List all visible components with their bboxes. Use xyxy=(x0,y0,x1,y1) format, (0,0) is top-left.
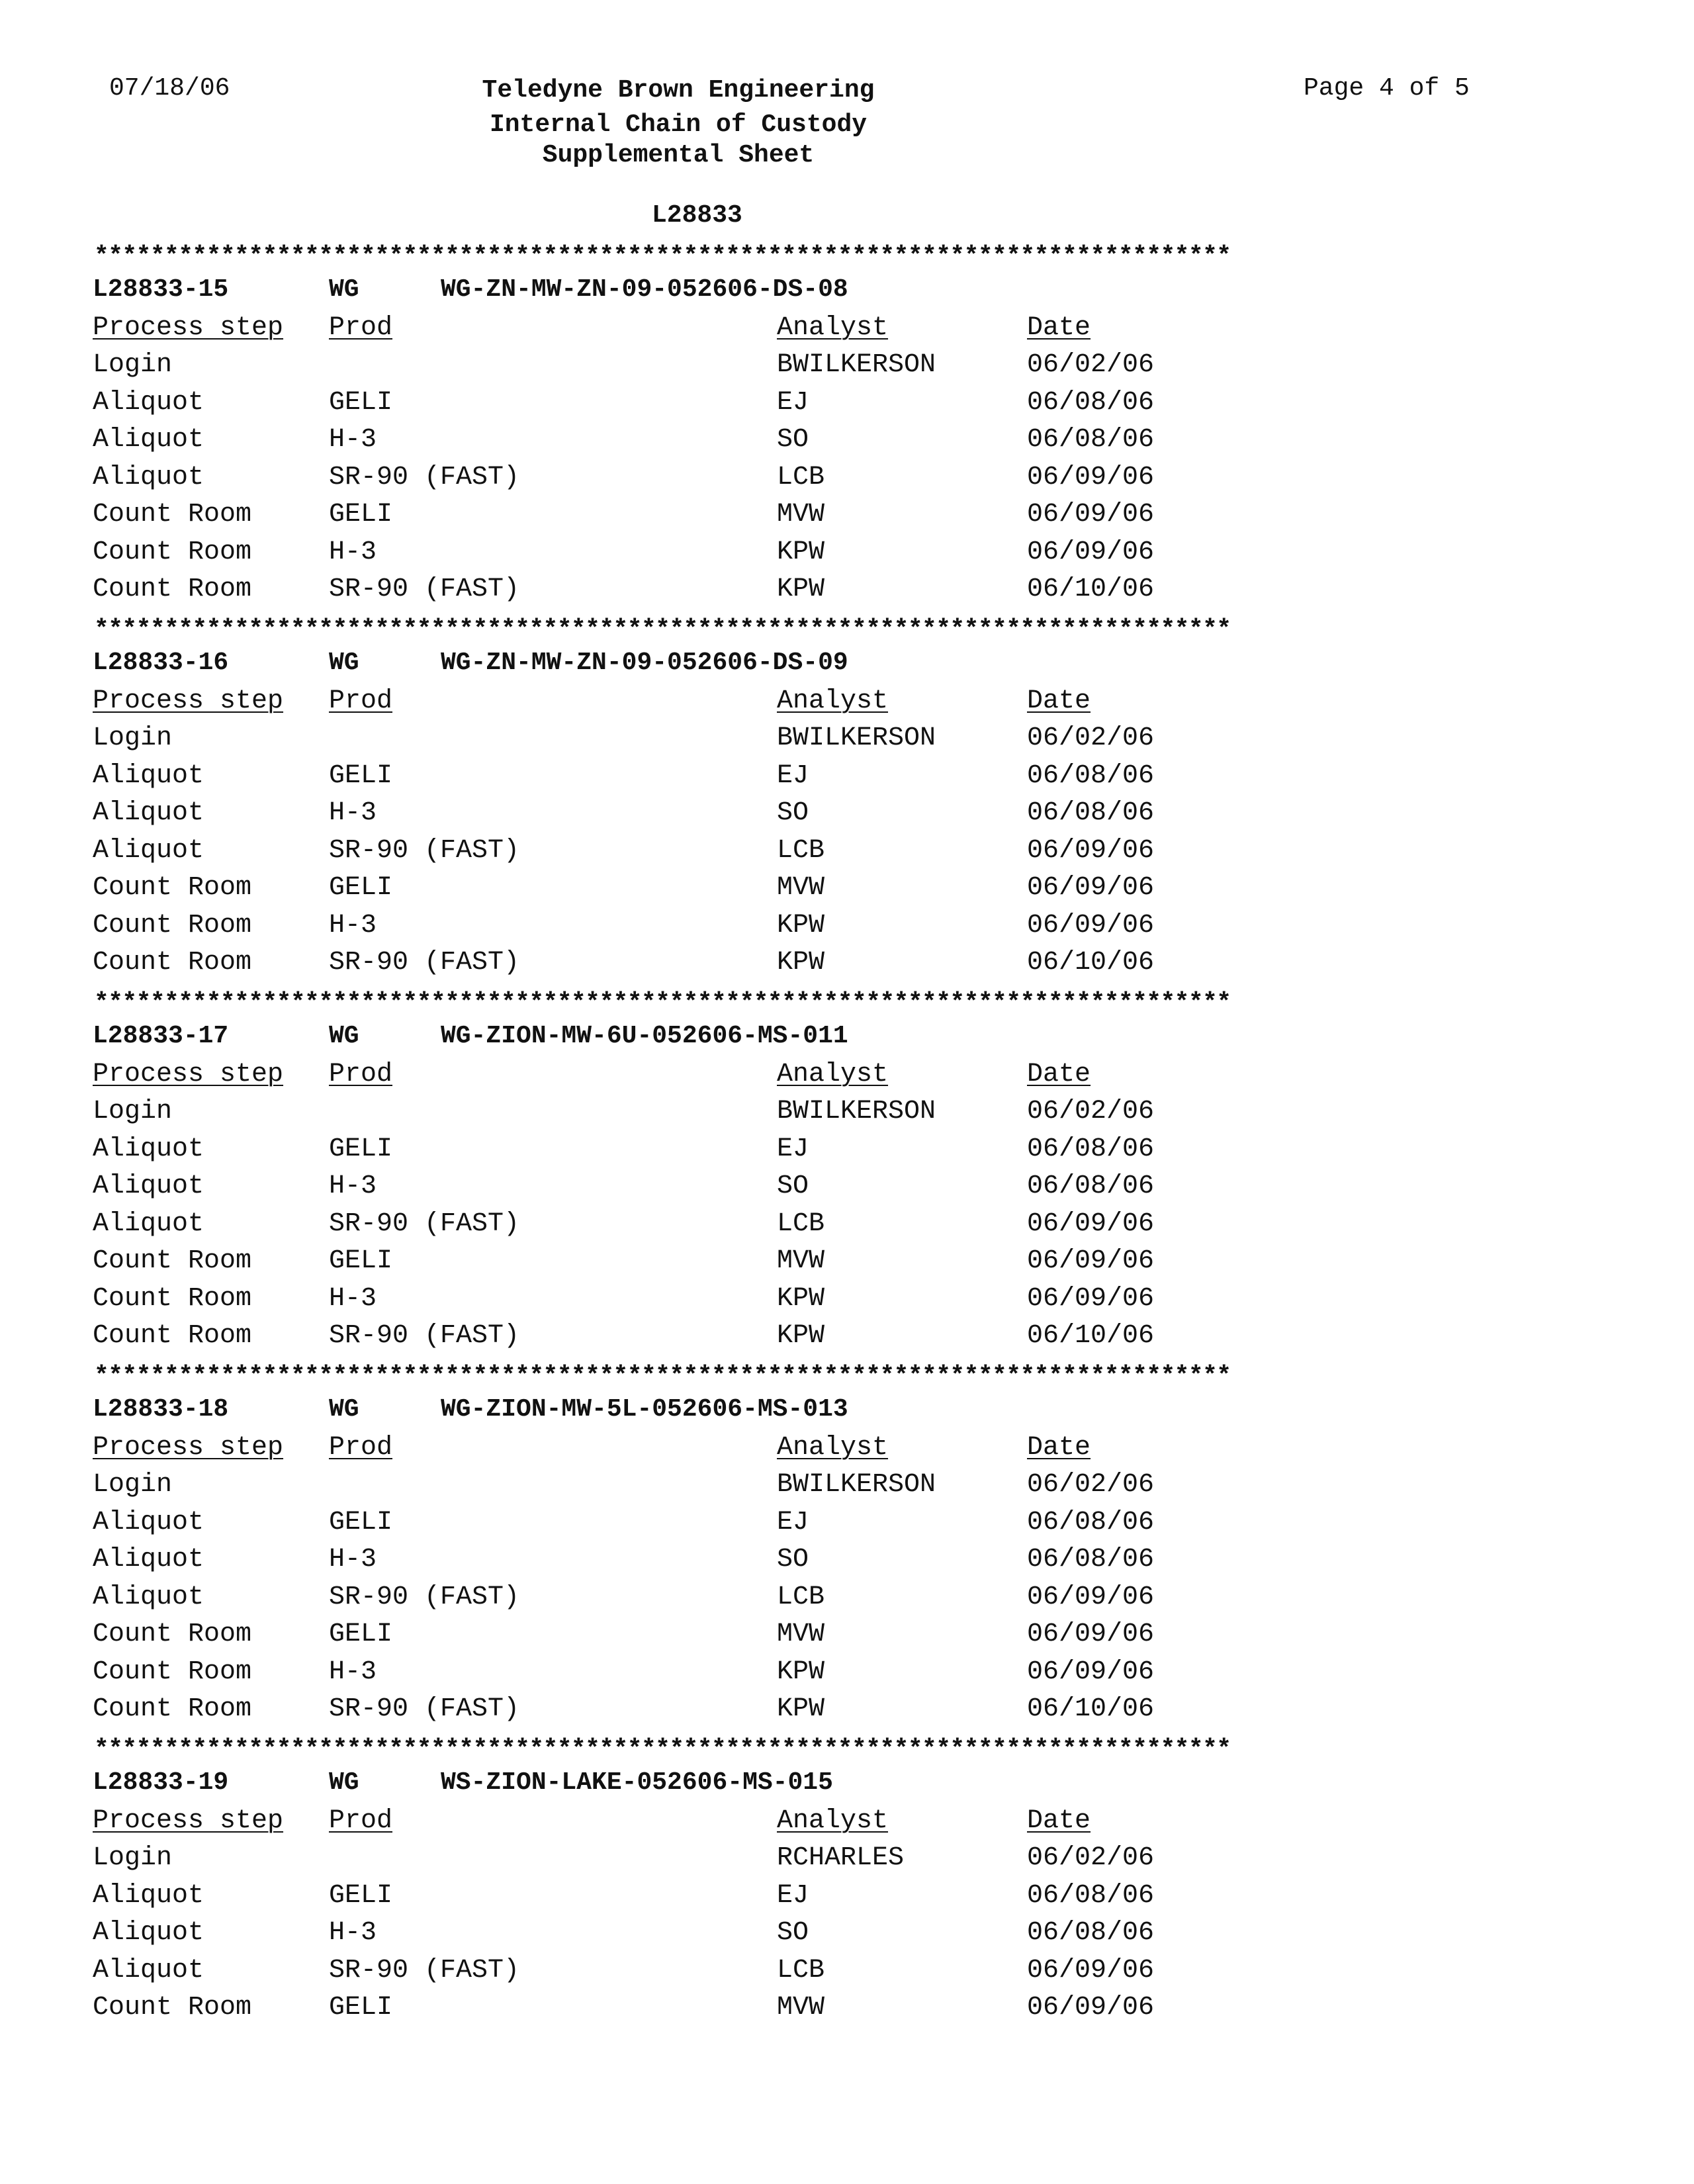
column-header-analyst: Analyst xyxy=(777,1805,889,1836)
column-header-date: Date xyxy=(1027,1059,1091,1089)
process-step: Aliquot xyxy=(93,1545,204,1574)
table-row xyxy=(93,1582,1482,1619)
product: GELI xyxy=(329,500,393,529)
sample-header xyxy=(93,1395,1482,1432)
analyst: SO xyxy=(777,798,809,828)
table-row xyxy=(93,350,1482,387)
process-step: Login xyxy=(93,1097,173,1126)
process-step: Aliquot xyxy=(93,798,204,828)
sample-id: L28833-16 xyxy=(93,649,229,677)
product: SR-90 (FAST) xyxy=(329,835,520,866)
table-row xyxy=(93,1284,1482,1321)
process-step: Aliquot xyxy=(93,425,204,455)
process-step: Count Room xyxy=(93,537,252,567)
step-date: 06/08/06 xyxy=(1027,1880,1155,1911)
table-row xyxy=(93,1843,1482,1880)
column-headers xyxy=(93,686,1482,723)
analyst: KPW xyxy=(777,1657,825,1687)
analyst: EJ xyxy=(777,760,809,791)
step-date: 06/09/06 xyxy=(1027,500,1155,529)
step-date: 06/08/06 xyxy=(1027,1171,1155,1201)
process-step: Count Room xyxy=(93,574,252,604)
product: GELI xyxy=(329,1993,393,2023)
analyst: BWILKERSON xyxy=(777,723,936,753)
product: H-3 xyxy=(329,537,377,567)
analyst: MVW xyxy=(777,1619,825,1649)
table-row xyxy=(93,500,1482,537)
analyst: LCB xyxy=(777,462,825,492)
column-header-process-step: Process step xyxy=(93,312,284,343)
analyst: SO xyxy=(777,1545,809,1574)
analyst: LCB xyxy=(777,1955,825,1985)
process-step: Count Room xyxy=(93,1283,252,1314)
process-step: Aliquot xyxy=(93,1955,204,1985)
table-row xyxy=(93,1545,1482,1582)
analyst: EJ xyxy=(777,387,809,418)
step-date: 06/02/06 xyxy=(1027,1470,1155,1500)
analyst: MVW xyxy=(777,1246,825,1276)
step-date: 06/02/06 xyxy=(1027,1843,1155,1873)
table-row xyxy=(93,425,1482,462)
table-row xyxy=(93,574,1482,612)
table-row xyxy=(93,1171,1482,1208)
column-header-process-step: Process step xyxy=(93,686,284,716)
document-subtitle: Supplemental Sheet xyxy=(542,141,815,169)
process-step: Aliquot xyxy=(93,1171,204,1201)
product: H-3 xyxy=(329,910,377,940)
process-step: Login xyxy=(93,723,173,753)
analyst: KPW xyxy=(777,910,825,940)
process-step: Aliquot xyxy=(93,1134,204,1164)
analyst: MVW xyxy=(777,1993,825,2023)
table-row xyxy=(93,1508,1482,1545)
company-name: Teledyne Brown Engineering xyxy=(482,76,875,105)
process-step: Login xyxy=(93,1470,173,1500)
process-step: Aliquot xyxy=(93,1880,204,1911)
table-row xyxy=(93,1993,1482,2030)
step-date: 06/08/06 xyxy=(1027,1507,1155,1537)
process-step: Count Room xyxy=(93,1694,252,1724)
separator: ********************************************************************************* xyxy=(94,1362,1231,1390)
analyst: BWILKERSON xyxy=(777,350,936,380)
separator: ********************************************************************************* xyxy=(94,242,1231,271)
step-date: 06/09/06 xyxy=(1027,873,1155,903)
column-header-date: Date xyxy=(1027,1432,1091,1463)
column-header-analyst: Analyst xyxy=(777,312,889,343)
sample-header xyxy=(93,649,1482,686)
client-sample-id: WG-ZN-MW-ZN-09-052606-DS-08 xyxy=(441,275,848,304)
process-step: Count Room xyxy=(93,873,252,903)
process-step: Aliquot xyxy=(93,462,204,492)
analyst: EJ xyxy=(777,1134,809,1164)
client-sample-id: WS-ZION-LAKE-052606-MS-015 xyxy=(441,1768,833,1797)
product: GELI xyxy=(329,1619,393,1649)
product: H-3 xyxy=(329,1918,377,1948)
step-date: 06/09/06 xyxy=(1027,1955,1155,1985)
step-date: 06/08/06 xyxy=(1027,1545,1155,1574)
analyst: RCHARLES xyxy=(777,1843,905,1873)
process-step: Aliquot xyxy=(93,1918,204,1948)
column-header-prod: Prod xyxy=(329,1059,393,1089)
sample-id: L28833-19 xyxy=(93,1768,229,1797)
table-row xyxy=(93,1918,1482,1955)
analyst: SO xyxy=(777,1918,809,1948)
step-date: 06/08/06 xyxy=(1027,798,1155,828)
table-row xyxy=(93,761,1482,798)
sample-matrix: WG xyxy=(329,1768,359,1797)
product: GELI xyxy=(329,760,393,791)
column-header-process-step: Process step xyxy=(93,1432,284,1463)
product: H-3 xyxy=(329,425,377,455)
table-row xyxy=(93,1657,1482,1694)
process-step: Login xyxy=(93,350,173,380)
analyst: KPW xyxy=(777,574,825,604)
product: SR-90 (FAST) xyxy=(329,1208,520,1239)
analyst: EJ xyxy=(777,1507,809,1537)
analyst: LCB xyxy=(777,1582,825,1612)
column-header-date: Date xyxy=(1027,1805,1091,1836)
analyst: KPW xyxy=(777,537,825,567)
table-row xyxy=(93,873,1482,910)
analyst: KPW xyxy=(777,1283,825,1314)
step-date: 06/09/06 xyxy=(1027,1657,1155,1687)
column-header-analyst: Analyst xyxy=(777,1432,889,1463)
sample-matrix: WG xyxy=(329,1022,359,1050)
table-row xyxy=(93,463,1482,500)
analyst: BWILKERSON xyxy=(777,1097,936,1126)
sample-matrix: WG xyxy=(329,275,359,304)
table-row xyxy=(93,388,1482,425)
sample-header xyxy=(93,1022,1482,1059)
column-header-process-step: Process step xyxy=(93,1059,284,1089)
column-header-date: Date xyxy=(1027,686,1091,716)
step-date: 06/10/06 xyxy=(1027,948,1155,978)
step-date: 06/09/06 xyxy=(1027,835,1155,866)
table-row xyxy=(93,723,1482,760)
analyst: MVW xyxy=(777,500,825,529)
column-header-prod: Prod xyxy=(329,1432,393,1463)
step-date: 06/10/06 xyxy=(1027,574,1155,604)
table-row xyxy=(93,1209,1482,1246)
analyst: LCB xyxy=(777,835,825,866)
product: GELI xyxy=(329,1246,393,1276)
document-id: L28833 xyxy=(652,201,742,230)
product: GELI xyxy=(329,387,393,418)
client-sample-id: WG-ZN-MW-ZN-09-052606-DS-09 xyxy=(441,649,848,677)
product: SR-90 (FAST) xyxy=(329,1321,520,1351)
process-step: Count Room xyxy=(93,1657,252,1687)
table-row xyxy=(93,1470,1482,1507)
print-date: 07/18/06 xyxy=(109,74,230,103)
table-row xyxy=(93,1097,1482,1134)
step-date: 06/08/06 xyxy=(1027,1134,1155,1164)
table-row xyxy=(93,911,1482,948)
step-date: 06/09/06 xyxy=(1027,1619,1155,1649)
step-date: 06/09/06 xyxy=(1027,1208,1155,1239)
step-date: 06/09/06 xyxy=(1027,1582,1155,1612)
product: SR-90 (FAST) xyxy=(329,1582,520,1612)
separator: ********************************************************************************* xyxy=(94,989,1231,1017)
process-step: Count Room xyxy=(93,1321,252,1351)
step-date: 06/09/06 xyxy=(1027,537,1155,567)
product: GELI xyxy=(329,1507,393,1537)
step-date: 06/02/06 xyxy=(1027,723,1155,753)
product: H-3 xyxy=(329,1171,377,1201)
column-header-prod: Prod xyxy=(329,1805,393,1836)
process-step: Aliquot xyxy=(93,1582,204,1612)
step-date: 06/09/06 xyxy=(1027,1246,1155,1276)
analyst: KPW xyxy=(777,1321,825,1351)
process-step: Count Room xyxy=(93,1993,252,2023)
column-header-prod: Prod xyxy=(329,312,393,343)
analyst: MVW xyxy=(777,873,825,903)
column-headers xyxy=(93,1433,1482,1470)
document-title: Internal Chain of Custody xyxy=(489,111,868,139)
analyst: LCB xyxy=(777,1208,825,1239)
product: SR-90 (FAST) xyxy=(329,1694,520,1724)
step-date: 06/09/06 xyxy=(1027,462,1155,492)
process-step: Aliquot xyxy=(93,835,204,866)
product: GELI xyxy=(329,1134,393,1164)
analyst: BWILKERSON xyxy=(777,1470,936,1500)
product: SR-90 (FAST) xyxy=(329,462,520,492)
step-date: 06/09/06 xyxy=(1027,1283,1155,1314)
analyst: EJ xyxy=(777,1880,809,1911)
process-step: Aliquot xyxy=(93,1507,204,1537)
column-header-process-step: Process step xyxy=(93,1805,284,1836)
column-header-analyst: Analyst xyxy=(777,1059,889,1089)
process-step: Count Room xyxy=(93,910,252,940)
process-step: Login xyxy=(93,1843,173,1873)
sample-matrix: WG xyxy=(329,649,359,677)
table-row xyxy=(93,1881,1482,1918)
analyst: KPW xyxy=(777,948,825,978)
product: SR-90 (FAST) xyxy=(329,1955,520,1985)
separator: ********************************************************************************* xyxy=(94,1735,1231,1764)
product: SR-90 (FAST) xyxy=(329,574,520,604)
step-date: 06/08/06 xyxy=(1027,760,1155,791)
table-row xyxy=(93,1956,1482,1993)
step-date: 06/09/06 xyxy=(1027,1993,1155,2023)
table-row xyxy=(93,948,1482,985)
step-date: 06/10/06 xyxy=(1027,1694,1155,1724)
sample-id: L28833-15 xyxy=(93,275,229,304)
table-row xyxy=(93,1321,1482,1358)
table-row xyxy=(93,1246,1482,1283)
step-date: 06/08/06 xyxy=(1027,425,1155,455)
product: SR-90 (FAST) xyxy=(329,948,520,978)
table-row xyxy=(93,798,1482,835)
client-sample-id: WG-ZION-MW-6U-052606-MS-011 xyxy=(441,1022,848,1050)
product: H-3 xyxy=(329,1283,377,1314)
process-step: Count Room xyxy=(93,948,252,978)
product: GELI xyxy=(329,873,393,903)
step-date: 06/08/06 xyxy=(1027,387,1155,418)
sample-matrix: WG xyxy=(329,1395,359,1424)
page-number: Page 4 of 5 xyxy=(1304,74,1470,103)
sample-id: L28833-18 xyxy=(93,1395,229,1424)
table-row xyxy=(93,537,1482,574)
column-headers xyxy=(93,1806,1482,1843)
process-step: Count Room xyxy=(93,500,252,529)
step-date: 06/02/06 xyxy=(1027,350,1155,380)
table-row xyxy=(93,1694,1482,1731)
table-row xyxy=(93,836,1482,873)
product: H-3 xyxy=(329,798,377,828)
product: GELI xyxy=(329,1880,393,1911)
process-step: Count Room xyxy=(93,1619,252,1649)
column-headers xyxy=(93,313,1482,350)
process-step: Aliquot xyxy=(93,387,204,418)
process-step: Aliquot xyxy=(93,1208,204,1239)
sample-header xyxy=(93,275,1482,312)
product: H-3 xyxy=(329,1657,377,1687)
product: H-3 xyxy=(329,1545,377,1574)
sample-header xyxy=(93,1768,1482,1805)
step-date: 06/09/06 xyxy=(1027,910,1155,940)
step-date: 06/08/06 xyxy=(1027,1918,1155,1948)
analyst: SO xyxy=(777,425,809,455)
analyst: SO xyxy=(777,1171,809,1201)
client-sample-id: WG-ZION-MW-5L-052606-MS-013 xyxy=(441,1395,848,1424)
process-step: Count Room xyxy=(93,1246,252,1276)
table-row xyxy=(93,1619,1482,1657)
step-date: 06/10/06 xyxy=(1027,1321,1155,1351)
step-date: 06/02/06 xyxy=(1027,1097,1155,1126)
process-step: Aliquot xyxy=(93,760,204,791)
column-header-prod: Prod xyxy=(329,686,393,716)
column-header-date: Date xyxy=(1027,312,1091,343)
separator: ********************************************************************************* xyxy=(94,615,1231,644)
analyst: KPW xyxy=(777,1694,825,1724)
sample-id: L28833-17 xyxy=(93,1022,229,1050)
column-header-analyst: Analyst xyxy=(777,686,889,716)
table-row xyxy=(93,1134,1482,1171)
column-headers xyxy=(93,1060,1482,1097)
